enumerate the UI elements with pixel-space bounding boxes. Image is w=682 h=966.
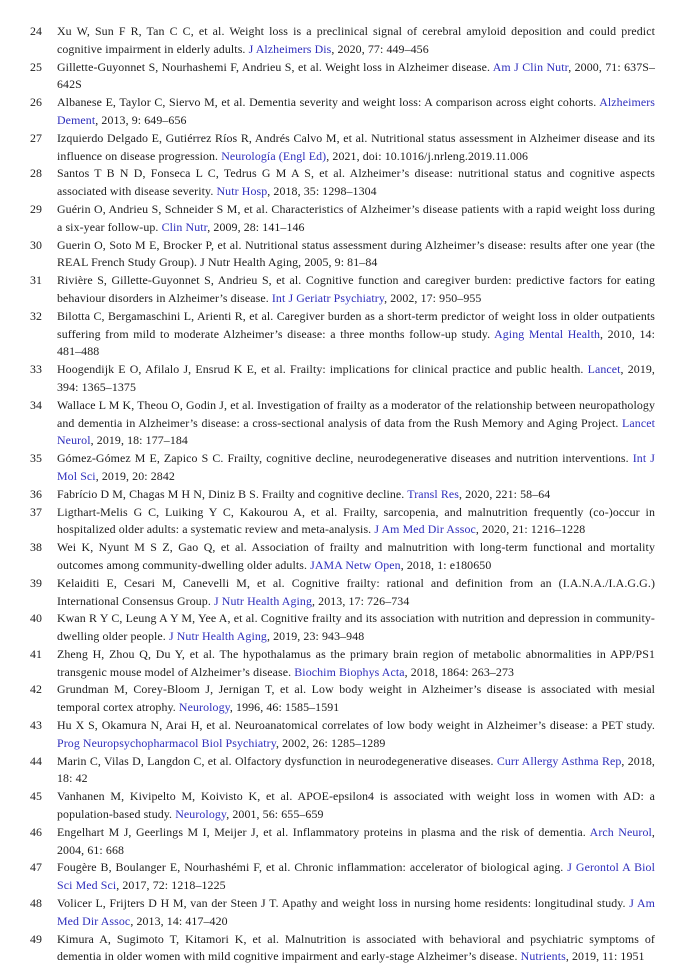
reference-number: 30 xyxy=(30,237,43,252)
reference-text xyxy=(57,238,655,270)
reference-number: 27 xyxy=(30,130,43,145)
reference-segment: , 2018, 1: e180650 xyxy=(400,557,492,572)
reference-segment: , 2019, 394: 1365–1375 xyxy=(57,362,655,394)
reference-item xyxy=(30,788,655,824)
reference-item xyxy=(30,94,655,130)
journal-link[interactable]: JAMA Netw Open xyxy=(310,557,401,572)
reference-item xyxy=(30,201,655,237)
reference-item xyxy=(30,23,655,59)
reference-segment: , 2000, 71: 637S–642S xyxy=(57,59,655,92)
journal-link[interactable]: Int J Mol Sci xyxy=(57,451,656,483)
reference-segment: Zheng H, Zhou Q, Du Y, et al. The hypothalamus as the primary brain region of metabolic abnormalities in APP/PS1 transgenic mouse model of Alzheimer’s disease. xyxy=(57,646,655,679)
reference-text xyxy=(57,202,655,234)
reference-segment: , 2018, 18: 42 xyxy=(57,753,656,786)
reference-item xyxy=(30,130,655,166)
reference-number: 28 xyxy=(30,166,43,181)
reference-text xyxy=(57,718,655,750)
reference-number: 33 xyxy=(30,362,43,377)
reference-number: 44 xyxy=(30,753,43,768)
reference-segment: Wallace L M K, Theou O, Godin J, et al. Investigation of frailty as a moderator of the relationship between neuropathology and dementia in Alzheimer’s disease: a cross-sectional analysis of data from the Rush Memory and Aging Project. xyxy=(57,397,655,430)
reference-segment: Wei K, Nyunt M S Z, Gao Q, et al. Association of frailty and malnutrition with long-term functional and mortality outcomes among community-dwelling older adults. xyxy=(57,540,655,572)
journal-link[interactable]: Am J Clin Nutr xyxy=(492,59,569,74)
reference-text xyxy=(57,362,655,394)
reference-item xyxy=(30,753,655,789)
reference-text xyxy=(57,611,655,643)
reference-number: 38 xyxy=(30,540,43,555)
reference-segment: Kelaiditi E, Cesari M, Canevelli M, et al. Cognitive frailty: rational and definition from an (I.A.N.A./I.A.G.G.) International Consensus Group. xyxy=(57,575,655,608)
reference-item xyxy=(30,895,655,931)
reference-segment: Grundman M, Corey-Bloom J, Jernigan T, et al. Low body weight in Alzheimer’s disease is associated with mesial temporal cortex atrophy. xyxy=(57,682,655,715)
reference-number: 47 xyxy=(30,860,43,875)
reference-text xyxy=(57,896,655,928)
reference-item xyxy=(30,308,655,361)
reference-number: 48 xyxy=(30,896,43,911)
journal-link[interactable]: Int J Geriatr Psychiatry xyxy=(271,290,385,305)
journal-link[interactable]: Lancet Neurol xyxy=(57,415,655,448)
reference-number: 43 xyxy=(30,718,43,733)
reference-text xyxy=(57,932,655,964)
journal-link[interactable]: Aging Mental Health xyxy=(494,326,601,341)
reference-number: 41 xyxy=(30,646,43,661)
reference-segment: , 2017, 72: 1218–1225 xyxy=(116,878,226,893)
reference-segment: Hoogendijk E O, Afilalo J, Ensrud K E, et al. Frailty: implications for clinical practice and public health. xyxy=(57,362,588,377)
journal-link[interactable]: J Nutr Health Aging xyxy=(168,629,267,644)
reference-segment: , 2009, 28: 141–146 xyxy=(207,219,305,234)
reference-segment: , 2019, 20: 2842 xyxy=(95,468,175,483)
reference-item xyxy=(30,450,655,486)
reference-text xyxy=(57,682,655,714)
reference-number: 45 xyxy=(30,789,43,804)
reference-segment: Gómez-Gómez M E, Zapico S C. Frailty, cognitive decline, neurodegenerative diseases and nutrition interventions. xyxy=(57,451,633,466)
reference-segment: , 2013, 17: 726–734 xyxy=(312,593,410,608)
reference-segment: , 2021, doi: 10.1016/j.nrleng.2019.11.006 xyxy=(326,148,529,163)
reference-segment: , 2002, 26: 1285–1289 xyxy=(275,735,386,750)
journal-link[interactable]: Neurology xyxy=(175,807,227,822)
reference-segment: , 2019, 11: 1951 xyxy=(565,949,645,964)
reference-segment: , 2019, 18: 177–184 xyxy=(90,433,188,448)
reference-segment: , 2019, 23: 943–948 xyxy=(266,629,365,644)
reference-number: 46 xyxy=(30,824,43,839)
reference-segment: , 2018, 1864: 263–273 xyxy=(404,664,515,679)
reference-segment: , 2004, 61: 668 xyxy=(57,824,655,857)
journal-link[interactable]: J Nutr Health Aging xyxy=(214,593,313,608)
reference-text xyxy=(57,95,655,127)
reference-segment: , 2010, 14: 481–488 xyxy=(57,326,655,359)
reference-item xyxy=(30,486,655,504)
reference-number: 40 xyxy=(30,611,43,626)
reference-number: 36 xyxy=(30,486,43,501)
reference-segment: Santos T B N D, Fonseca L C, Tedrus G M A S, et al. Alzheimer’s disease: nutritional status and cognitive aspects associated with disease severity. xyxy=(57,166,655,199)
reference-item xyxy=(30,237,655,273)
reference-item xyxy=(30,575,655,611)
journal-link[interactable]: Clin Nutr xyxy=(161,219,208,234)
reference-text xyxy=(57,505,655,537)
reference-segment: , 1996, 46: 1585–1591 xyxy=(229,700,340,715)
journal-link[interactable]: Prog Neuropsychopharmacol Biol Psychiatry xyxy=(57,735,276,750)
reference-segment: Bilotta C, Bergamaschini L, Arienti R, et al. Caregiver burden as a short-term predictor of weight loss in older outpatients suffering from mild to moderate Alzheimer’s disease: a three months follow-up study. xyxy=(57,308,655,341)
reference-text xyxy=(57,451,655,483)
journal-link[interactable]: Arch Neurol xyxy=(589,824,652,839)
reference-segment: Guerin O, Soto M E, Brocker P, et al. Nutritional status assessment during Alzheimer’s disease: results after one year (the REAL French Study Group). J Nutr Health Aging, 2005, 9: 81–84 xyxy=(57,237,655,270)
journal-link[interactable]: Nutrients xyxy=(520,949,566,964)
reference-number: 42 xyxy=(30,682,43,697)
reference-text xyxy=(57,754,655,786)
reference-segment: Albanese E, Taylor C, Siervo M, et al. Dementia severity and weight loss: A comparison across eight cohorts. xyxy=(57,95,600,110)
reference-number: 26 xyxy=(30,95,43,110)
reference-segment: , 2013, 9: 649–656 xyxy=(95,112,187,127)
reference-text xyxy=(57,860,655,892)
reference-text xyxy=(57,647,655,679)
reference-text xyxy=(57,576,655,608)
reference-text xyxy=(57,398,655,448)
reference-text xyxy=(57,60,655,92)
reference-number: 34 xyxy=(30,397,43,412)
reference-segment: Vanhanen M, Kivipelto M, Koivisto K, et al. APOE-epsilon4 is associated with weight loss in women with AD: a population-based study. xyxy=(57,789,655,822)
reference-segment: Fabrício D M, Chagas M H N, Diniz B S. Frailty and cognitive decline. xyxy=(57,486,408,501)
reference-text xyxy=(57,166,655,198)
journal-link[interactable]: Alzheimers Dement xyxy=(57,95,655,127)
reference-item xyxy=(30,59,655,95)
reference-text xyxy=(57,131,655,163)
reference-segment: Volicer L, Frijters D H M, van der Steen J T. Apathy and weight loss in nursing home residents: longitudinal study. xyxy=(57,896,630,911)
reference-item xyxy=(30,646,655,682)
journal-link[interactable]: Neurology xyxy=(178,700,230,715)
reference-segment: Hu X S, Okamura N, Arai H, et al. Neuroanatomical correlates of low body weight in Alzheimer’s disease: a PET study. xyxy=(57,718,655,733)
reference-segment: Fougère B, Boulanger E, Nourhashémi F, et al. Chronic inflammation: accelerator of biological aging. xyxy=(57,860,568,875)
reference-segment: Xu W, Sun F R, Tan C C, et al. Weight loss is a preclinical signal of cerebral amyloid deposition and could predict cognitive impairment in elderly adults. xyxy=(57,24,655,56)
reference-number: 32 xyxy=(30,308,43,323)
reference-item xyxy=(30,610,655,646)
reference-segment: Kimura A, Sugimoto T, Kitamori K, et al. Malnutrition is associated with behavioral and psychiatric symptoms of dementia in older women with mild cognitive impairment and early-stage Alzheimer’s disease. xyxy=(57,931,655,964)
reference-number: 29 xyxy=(30,201,43,216)
journal-link[interactable]: J Am Med Dir Assoc xyxy=(57,896,655,928)
reference-number: 25 xyxy=(30,59,43,74)
journal-link[interactable]: Transl Res xyxy=(407,486,460,501)
journal-link[interactable]: J Am Med Dir Assoc xyxy=(374,522,476,537)
reference-segment: Engelhart M J, Geerlings M I, Meijer J, et al. Inflammatory proteins in plasma and the risk of dementia. xyxy=(57,824,590,839)
reference-item xyxy=(30,504,655,540)
reference-item xyxy=(30,681,655,717)
reference-text xyxy=(57,789,655,821)
reference-segment: Ligthart-Melis G C, Luiking Y C, Kakourou A, et al. Frailty, sarcopenia, and malnutrition frequently (co-)occur in hospitalized older adults: a systematic review and meta-analysis. xyxy=(57,504,655,537)
reference-segment: Guérin O, Andrieu S, Schneider S M, et al. Characteristics of Alzheimer’s disease patients with a rapid weight loss during a six-year follow-up. xyxy=(57,201,655,234)
journal-link[interactable]: Biochim Biophys Acta xyxy=(294,664,405,679)
reference-segment: , 2020, 77: 449–456 xyxy=(331,41,429,56)
reference-segment: Izquierdo Delgado E, Gutiérrez Ríos R, Andrés Calvo M, et al. Nutritional status assessment in Alzheimer disease and its influence on disease progression. xyxy=(57,130,655,163)
reference-segment: , 2018, 35: 1298–1304 xyxy=(267,184,377,199)
reference-number: 24 xyxy=(30,24,43,38)
reference-item xyxy=(30,397,655,450)
reference-text xyxy=(57,24,655,56)
reference-item xyxy=(30,272,655,308)
reference-segment: Marin C, Vilas D, Langdon C, et al. Olfactory dysfunction in neurodegenerative diseases. xyxy=(57,753,497,768)
reference-text xyxy=(57,487,550,501)
reference-item xyxy=(30,165,655,201)
reference-segment: , 2020, 221: 58–64 xyxy=(459,486,551,501)
reference-number: 31 xyxy=(30,273,43,288)
reference-text xyxy=(57,273,655,305)
reference-number: 39 xyxy=(30,575,43,590)
reference-number: 37 xyxy=(30,504,43,519)
journal-link[interactable]: J Alzheimers Dis xyxy=(248,41,332,56)
reference-segment: Kwan R Y C, Leung A Y M, Yee A, et al. Cognitive frailty and its association with nutrition and depression in community-dwelling older people. xyxy=(57,611,655,644)
reference-item xyxy=(30,824,655,860)
reference-number: 35 xyxy=(30,451,43,466)
journal-link[interactable]: Neurología (Engl Ed) xyxy=(221,148,327,163)
reference-item xyxy=(30,717,655,753)
reference-list xyxy=(30,23,655,966)
journal-link[interactable]: Nutr Hosp xyxy=(216,184,268,199)
reference-text xyxy=(57,825,655,857)
reference-segment: , 2002, 17: 950–955 xyxy=(384,290,482,305)
reference-item xyxy=(30,539,655,575)
reference-segment: Rivière S, Gillette-Guyonnet S, Andrieu S, et al. Cognitive function and caregiver burden: predictive factors for eating behaviour disorders in Alzheimer’s disease. xyxy=(57,273,655,305)
reference-segment: , 2020, 21: 1216–1228 xyxy=(475,522,586,537)
journal-link[interactable]: Lancet xyxy=(587,362,621,377)
reference-text xyxy=(57,309,655,359)
reference-number: 49 xyxy=(30,931,43,946)
reference-segment: , 2013, 14: 417–420 xyxy=(130,913,228,928)
reference-segment: Gillette-Guyonnet S, Nourhashemi F, Andrieu S, et al. Weight loss in Alzheimer disease. xyxy=(57,59,493,74)
reference-item xyxy=(30,859,655,895)
journal-link[interactable]: Curr Allergy Asthma Rep xyxy=(496,753,622,768)
reference-text xyxy=(57,540,655,572)
reference-item xyxy=(30,361,655,397)
reference-item xyxy=(30,931,655,966)
journal-link[interactable]: J Gerontol A Biol Sci Med Sci xyxy=(57,860,655,893)
reference-segment: , 2001, 56: 655–659 xyxy=(226,807,324,822)
